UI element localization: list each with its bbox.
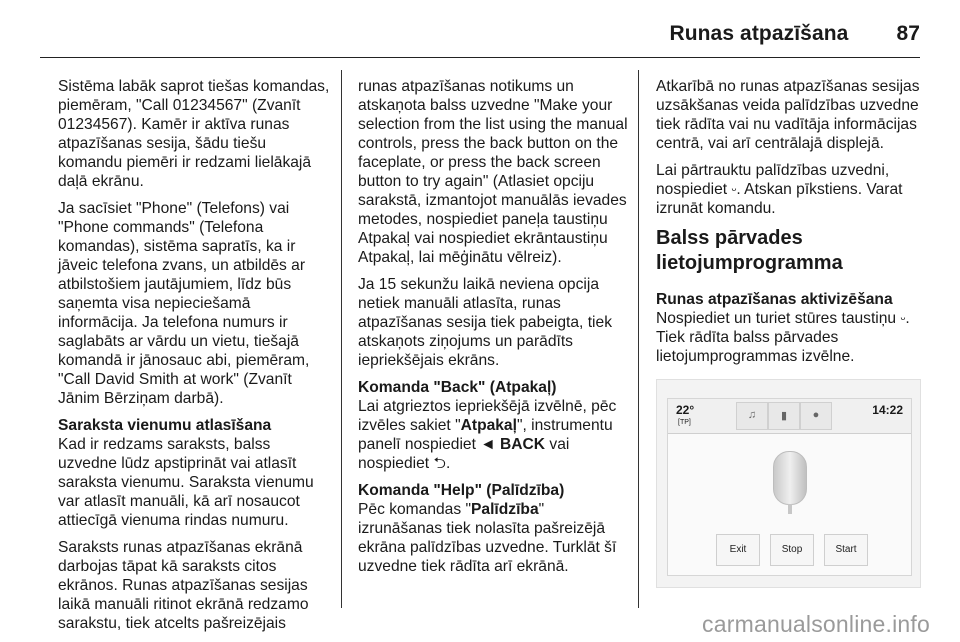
start-button: Start [824, 534, 868, 566]
status-bar [668, 399, 911, 434]
watermark: carmanualsonline.info [702, 611, 930, 637]
section-title: Balss pārvades lietojumprogramma [656, 227, 843, 274]
col3-paragraph-3: Nospiediet un turiet stūres taustiņu ᵕ. Tiek rādīta balss pārvades lietojumprogrammas izvēlne. [656, 310, 910, 365]
column-1 [58, 77, 330, 641]
col1-paragraph-4: Saraksts runas atpazīšanas ekrānā darbojas tāpat kā saraksts citos ekrānos. Runas atpazīšanas sesijas laikā manuāli ritinot ekrānā redzamo sarakstu, tiek atcelts pašreizējais [58, 539, 309, 632]
temperature: 22° [676, 403, 695, 417]
col1-paragraph-1: Sistēma labāk saprot tiešas komandas, piemēram, "Call 01234567" (Zvanīt 01234567). Kamēr ir aktīva runas atpazīšanas sesija, šādu tiešu komandu piemēri ir redzami lielākajā daļā ekrānu. [58, 78, 330, 190]
back-arrow-icon: ⮌ [433, 455, 446, 472]
stop-button: Stop [770, 534, 814, 566]
microphone-icon [773, 451, 807, 505]
col2-paragraph-4: Pēc komandas "Palīdzība" izrunāšanas tiek nolasīta pašreizējā ekrāna palīdzības uzvedne. Turklāt šī uzvedne tiek rādīta arī ekrānā. [358, 501, 617, 575]
display-panel [667, 398, 912, 576]
header-rule [40, 57, 920, 58]
col3-paragraph-1: Atkarībā no runas atpazīšanas sesijas uzsākšanas veida palīdzības uzvedne tiek rādīta vai nu vadītāja informācijas centrā, vai arī centrālajā displejā. [656, 78, 920, 152]
col3-heading-activation: Runas atpazīšanas aktivizēšana [656, 291, 893, 308]
back-key-label: ◄ BACK [480, 436, 546, 453]
column-divider-1 [341, 70, 342, 608]
clock: 14:22 [872, 403, 903, 417]
col2-paragraph-3: Lai atgrieztos iepriekšējā izvēlnē, pēc izvēles sakiet "Atpakaļ", instrumentu panelī nospiediet ◄ BACK vai nospiediet ⮌. [358, 398, 617, 472]
col2-paragraph-2: Ja 15 sekunžu laikā neviena opcija netiek manuāli atlasīta, runas atpazīšanas sesija tiek pabeigta, tiek atskaņots ziņojums un parādīts iepriekšējais ekrāns. [358, 276, 612, 369]
voice-key-icon: ᵕ [900, 311, 906, 326]
col3-paragraph-2: Lai pārtrauktu palīdzības uzvedni, nospiediet ᵕ. Atskan pīkstiens. Varat izrunāt komandu. [656, 162, 903, 217]
page-header [40, 22, 920, 46]
music-icon: ♫ [736, 402, 768, 430]
tp-indicator: [TP] [678, 419, 691, 426]
column-divider-2 [638, 70, 639, 608]
exit-button: Exit [716, 534, 760, 566]
voice-key-icon: ᵕ [731, 182, 737, 197]
col1-heading-list-selection: Saraksta vienumu atlasīšana [58, 417, 272, 434]
globe-icon: ● [800, 402, 832, 430]
column-2 [358, 77, 630, 584]
col2-heading-back: Komanda "Back" (Atpakaļ) [358, 379, 557, 396]
infotainment-screen-image [656, 379, 921, 588]
col2-heading-help: Komanda "Help" (Palīdzība) [358, 482, 565, 499]
page-number: 87 [896, 22, 920, 45]
page-title: Runas atpazīšana [669, 22, 849, 45]
col2-paragraph-1: runas atpazīšanas notikums un atskaņota balss uzvedne "Make your selection from the list using the manual controls, press the back button on the faceplate, or press the back screen button to try again" (Atlasiet opciju sarakstā, izmantojot manuālās ievades metodes, nospiediet paneļa taustiņu Atpakaļ vai nospiediet ekrāntaustiņu Atpakaļ, lai mēģinātu vēlreiz). [358, 78, 628, 266]
column-3 [656, 77, 928, 374]
phone-icon: ▮ [768, 402, 800, 430]
col1-paragraph-3: Kad ir redzams saraksts, balss uzvedne lūdz apstiprināt vai atlasīt saraksta vienumu. Saraksta vienumu var atlasīt manuāli, kā arī nosaucot attiecīgā vienuma rindas numuru. [58, 436, 314, 529]
col1-paragraph-2: Ja sacīsiet "Phone" (Telefons) vai "Phone commands" (Telefona komandas), sistēma sapratīs, ka ir jāveic telefona zvans, un atbildēs ar atbilstošiem jautājumiem, līdz būs saņemta visa nepieciešamā informācija. Ja telefona numurs ir saglabāts ar vārdu un vietu, tiešajā komandā ir jānosauc abi, piemēram, "Call David Smith at work" (Zvanīt Jānim Bērziņam darbā). [58, 200, 310, 407]
